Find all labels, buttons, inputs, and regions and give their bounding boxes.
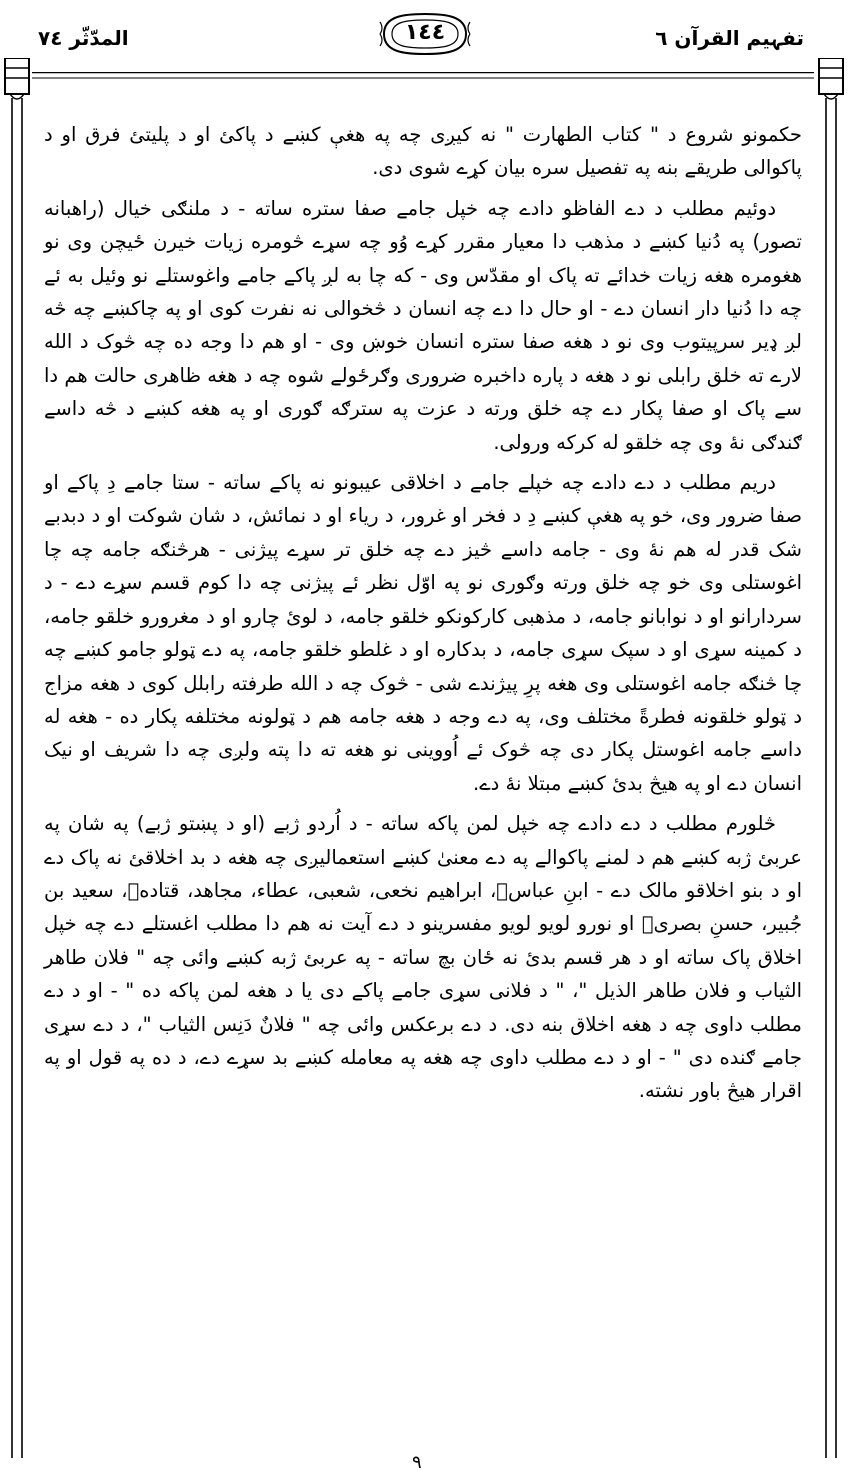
commentary-text [44,118,802,1438]
left-pillar-ornament [2,58,32,1470]
book-title: تفہیم القرآن ٦ [655,26,804,50]
footer-mark: ٩ [412,1452,422,1473]
page-number: ١٤٤ [404,20,446,45]
surah-name: المدّثّر ٧٤ [38,26,129,50]
paragraph-third-meaning: دریم مطلب د دے دادے چه خپلے جامے د اخلاقی عیبونو نه پاکے ساته - ستا جامے دِ پاکے او صفا ضرور وی، خو په هغې کښے دِ د فخر او غرور، د ریاء او د نمائش، د شان شوکت او د دبدبے شک قدر له هم نهٔ وی - جامه داسے څیز دے چه خلق تر سړے پیژنی - هرڅنګه جامه چه چا اغوستلی وی خو چه خلق ورته وګوری نو په اوّل نظر ئے پیژنی چه دا کوم قسم سړے دے - د سردارانو او د نوابانو جامه، د مذهبی کارکونکو خلقو جامه، د لوئ چارو او د مغرورو خلقو جامه، د کمینه سړی او د سپک سړی جامه، د بدکاره او د غلطو خلقو جامه، په دے ټولو جامو کښے چه چا څنګه جامه اغوستلی وی هغه پرِ پیژندے شی - څوک چه د الله طرفته رابلل کوی د هغه مزاج د ټولو خلقونه فطرةً مختلف وی، په دے وجه د هغه جامه هم د ټولونه مختلفه پکار ده - هغه له داسے جامه اغوستل پکار دی چه څوک ئے اُووینی نو هغه ته دا پته ولږی چه دا شریف او نیک انسان دے او په هیڅ بدئ کښے مبتلا نهٔ دے. [44,471,802,795]
paragraph-second-meaning: دوئیم مطلب د دے الفاظو دادے چه خپل جامے صفا ستره ساته - د ملنګی خیال (راهبانه تصور) په دُنیا کښے د مذهب دا معیار مقرر کړے وُو چه سړے څومره زیات خیرن ځیچن وی نو هغومره هغه زیات خدائے ته پاک او مقدّس وی - که چا به لږ پاکے جامے واغوستلے نو وئیل به ئے چه دا دُنیا دار انسان دے - او حال دا دے چه انسان د څخوالی نه نفرت کوی او په چاکښے چه څه لږ ډیر سرپیتوب وی نو د هغه صفا ستره انسان خوښ وی - او هم دا وجه ده چه څوک د الله لارے ته خلق رابلی نو د هغه د پاره داخبره ضروری وګرځولے شوه چه د هغه ظاهری حالت هم دا سے پاک او صفا پکار دے چه خلق ورته د عزت په سترګه ګوری او په هغه کښے د څه داسے ګندګی نهٔ وی چه خلقو له کرکه ورولی. [44,196,802,454]
right-pillar-ornament [816,58,846,1470]
paragraph-intro: حکمونو شروع د " کتاب الطهارت " نه کیږی چه په هغې کښے د پاکئ او د پلیتئ فرق او د پاکوالی طریقے بنه په تفصیل سره بیان کړے شوی دی. [44,123,802,180]
paragraph-fourth-meaning: څلورم مطلب د دے دادے چه خپل لمن پاکه ساته - د اُردو ژبے (او د پښتو ژبے) په شان په عربئ ژبه کښے هم د لمنے پاکوالے په دے معنیٰ کښے استعمالیږی چه هغه د بد اخلاقئ نه پاک دے او د بنو اخلاقو مالک دے - ابنِ عباسؓ، ابراهیم نخعی، شعبی، عطاء، مجاهد، قتادهؒ، سعید بن جُبیر، حسنِ بصریؒ او نورو لویو لویو مفسرینو د دے آیت نه هم دا مطلب اغستلے دے چه خپل اخلاق پاک ساته او د هر قسم بدئ نه ځان بچ ساته - په عربئ ژبه کښے وائی چه " فلان طاهر الثیاب و فلان طاهر الذیل "، " د فلانی سړی جامے پاکے دی یا د هغه لمن پاکه ده " - او د دے مطلب داوی چه د هغه اخلاق بنه دی. د دے برعکس وائی چه " فلانٌ دَنِس الثیاب "، د دے سړی جامے ګنده دی " - او د دے مطلب داوی چه هغه په معامله کښے بد سړے دے، د ده په قول او په اقرار هیڅ باور نشته. [44,812,802,1103]
